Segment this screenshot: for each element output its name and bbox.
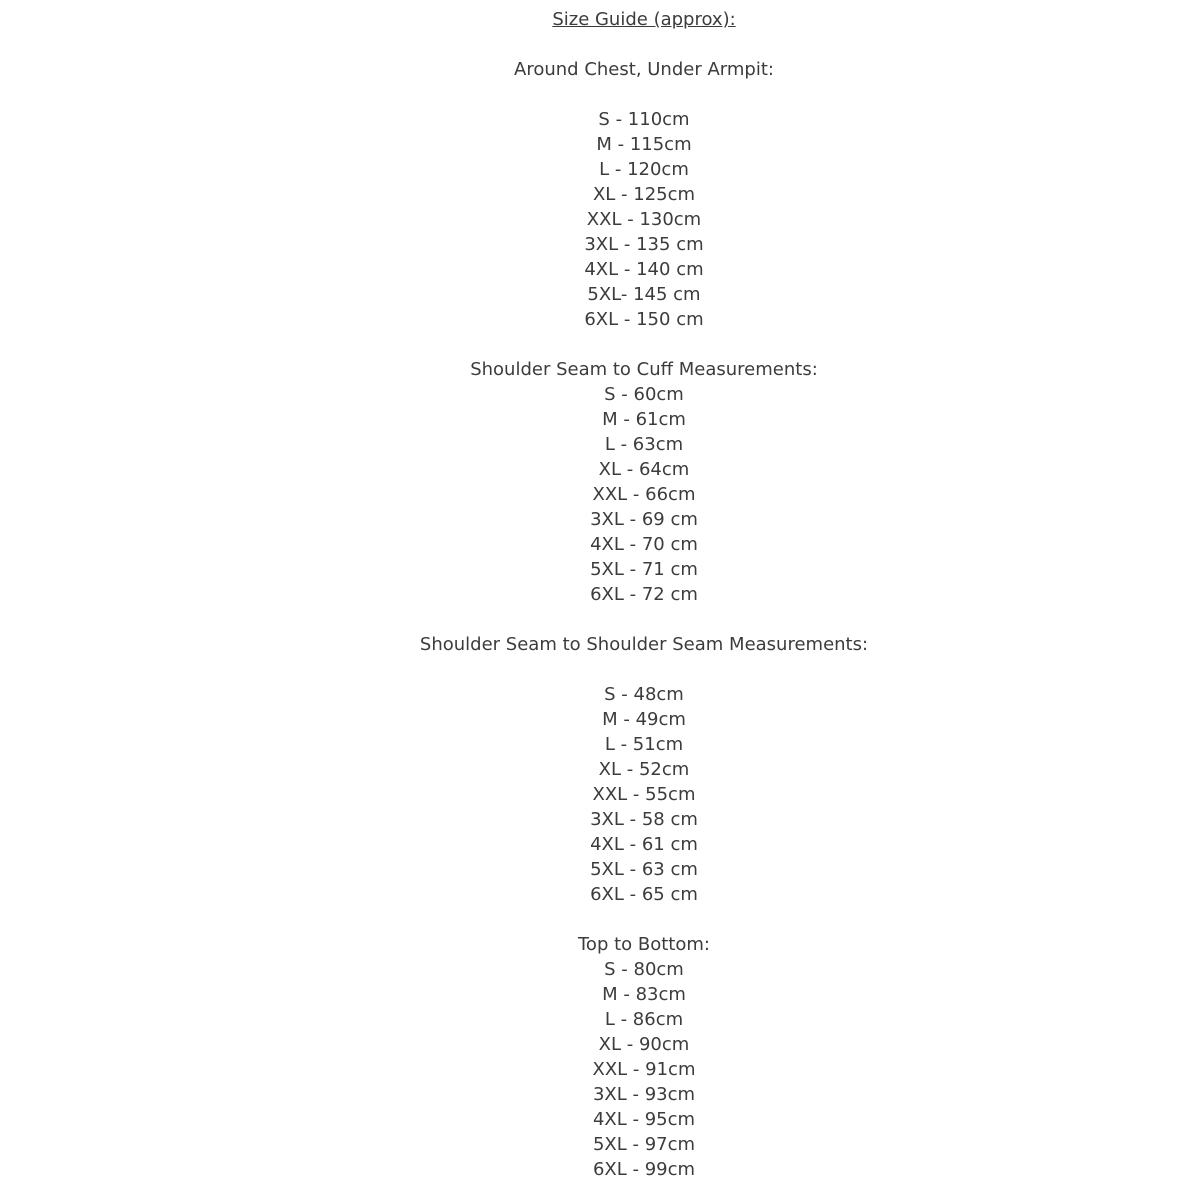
section-heading-shoulder-to-cuff: Shoulder Seam to Cuff Measurements: bbox=[470, 359, 818, 380]
section-heading-top-to-bottom: Top to Bottom: bbox=[578, 934, 710, 955]
section-heading-around-chest: Around Chest, Under Armpit: bbox=[514, 59, 774, 80]
size-line: XXL - 130cm bbox=[586, 209, 702, 230]
size-line: 3XL - 93cm bbox=[592, 1084, 696, 1105]
size-line: M - 49cm bbox=[602, 709, 686, 730]
size-line: 6XL - 99cm bbox=[592, 1159, 696, 1180]
size-line: 5XL - 71 cm bbox=[590, 559, 698, 580]
size-line: 6XL - 65 cm bbox=[590, 884, 698, 905]
size-line: 4XL - 140 cm bbox=[584, 259, 704, 280]
section-around-chest bbox=[88, 57, 1200, 332]
size-line: XL - 125cm bbox=[592, 184, 696, 205]
section-shoulder-to-shoulder bbox=[88, 632, 1200, 907]
size-line: S - 48cm bbox=[604, 684, 684, 705]
size-line: S - 110cm bbox=[598, 109, 690, 130]
size-line: M - 115cm bbox=[596, 134, 692, 155]
size-line: XXL - 55cm bbox=[592, 784, 696, 805]
size-line: 5XL - 63 cm bbox=[590, 859, 698, 880]
size-list-shoulder-to-shoulder bbox=[88, 682, 1200, 907]
size-list-top-to-bottom bbox=[88, 957, 1200, 1182]
size-line: S - 80cm bbox=[604, 959, 684, 980]
size-line: 6XL - 150 cm bbox=[584, 309, 704, 330]
page-title: Size Guide (approx): bbox=[552, 9, 736, 30]
size-line: L - 51cm bbox=[604, 734, 684, 755]
size-line: 3XL - 58 cm bbox=[590, 809, 698, 830]
size-line: L - 86cm bbox=[604, 1009, 684, 1030]
size-line: 3XL - 69 cm bbox=[590, 509, 698, 530]
size-line: 4XL - 70 cm bbox=[590, 534, 698, 555]
size-line: XL - 64cm bbox=[598, 459, 690, 480]
size-line: XL - 52cm bbox=[598, 759, 690, 780]
size-line: 5XL- 145 cm bbox=[587, 284, 701, 305]
size-line: 5XL - 97cm bbox=[592, 1134, 696, 1155]
section-heading-shoulder-to-shoulder: Shoulder Seam to Shoulder Seam Measurements: bbox=[419, 634, 869, 655]
size-line: XL - 90cm bbox=[598, 1034, 690, 1055]
size-line: S - 60cm bbox=[604, 384, 684, 405]
size-line: M - 83cm bbox=[602, 984, 686, 1005]
size-line: L - 63cm bbox=[604, 434, 684, 455]
section-shoulder-to-cuff bbox=[88, 357, 1200, 607]
size-line: 6XL - 72 cm bbox=[590, 584, 698, 605]
section-top-to-bottom bbox=[88, 932, 1200, 1182]
size-line: XXL - 66cm bbox=[592, 484, 696, 505]
size-line: 3XL - 135 cm bbox=[584, 234, 704, 255]
size-line: 4XL - 61 cm bbox=[590, 834, 698, 855]
size-line: L - 120cm bbox=[599, 159, 689, 180]
size-line: XXL - 91cm bbox=[592, 1059, 696, 1080]
size-line: 4XL - 95cm bbox=[592, 1109, 696, 1130]
size-line: M - 61cm bbox=[602, 409, 686, 430]
size-list-around-chest bbox=[88, 107, 1200, 332]
size-list-shoulder-to-cuff bbox=[88, 382, 1200, 607]
